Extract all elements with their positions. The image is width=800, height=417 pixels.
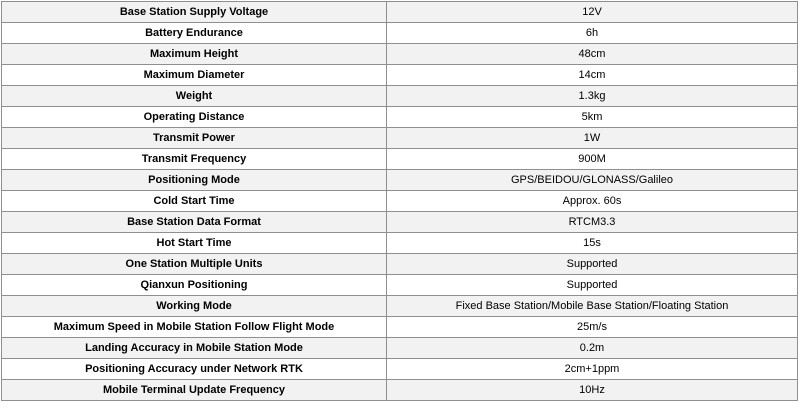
spec-label: Transmit Power [2, 128, 387, 149]
table-row [2, 44, 798, 65]
spec-label: Weight [2, 86, 387, 107]
table-row [2, 2, 798, 23]
spec-value: RTCM3.3 [387, 212, 798, 233]
spec-label: Qianxun Positioning [2, 275, 387, 296]
spec-label: Battery Endurance [2, 23, 387, 44]
table-row [2, 380, 798, 401]
table-row [2, 212, 798, 233]
spec-label: Base Station Data Format [2, 212, 387, 233]
table-row [2, 338, 798, 359]
spec-table [1, 1, 798, 401]
spec-value: 14cm [387, 65, 798, 86]
table-row [2, 128, 798, 149]
table-row [2, 170, 798, 191]
spec-label: Base Station Supply Voltage [2, 2, 387, 23]
table-row [2, 359, 798, 380]
spec-label: Maximum Height [2, 44, 387, 65]
spec-value: Fixed Base Station/Mobile Base Station/Floating Station [387, 296, 798, 317]
spec-table-body [2, 2, 798, 401]
spec-value: Approx. 60s [387, 191, 798, 212]
table-row [2, 23, 798, 44]
spec-value: 48cm [387, 44, 798, 65]
spec-label: Maximum Diameter [2, 65, 387, 86]
spec-value: 25m/s [387, 317, 798, 338]
table-row [2, 233, 798, 254]
spec-label: Hot Start Time [2, 233, 387, 254]
table-row [2, 317, 798, 338]
spec-label: Operating Distance [2, 107, 387, 128]
spec-value: 12V [387, 2, 798, 23]
spec-label: Transmit Frequency [2, 149, 387, 170]
spec-value: 15s [387, 233, 798, 254]
spec-label: Cold Start Time [2, 191, 387, 212]
spec-label: Working Mode [2, 296, 387, 317]
spec-label: Maximum Speed in Mobile Station Follow Flight Mode [2, 317, 387, 338]
spec-value: 1.3kg [387, 86, 798, 107]
table-row [2, 86, 798, 107]
spec-value: Supported [387, 254, 798, 275]
spec-value: 5km [387, 107, 798, 128]
table-row [2, 296, 798, 317]
spec-value: 1W [387, 128, 798, 149]
spec-label: Landing Accuracy in Mobile Station Mode [2, 338, 387, 359]
table-row [2, 107, 798, 128]
spec-label: Positioning Mode [2, 170, 387, 191]
spec-value: 900M [387, 149, 798, 170]
table-row [2, 149, 798, 170]
spec-value: GPS/BEIDOU/GLONASS/Galileo [387, 170, 798, 191]
table-row [2, 275, 798, 296]
spec-value: 6h [387, 23, 798, 44]
spec-label: Positioning Accuracy under Network RTK [2, 359, 387, 380]
spec-value: Supported [387, 275, 798, 296]
spec-value: 10Hz [387, 380, 798, 401]
spec-value: 2cm+1ppm [387, 359, 798, 380]
table-row [2, 191, 798, 212]
table-row [2, 65, 798, 86]
spec-label: One Station Multiple Units [2, 254, 387, 275]
table-row [2, 254, 798, 275]
spec-value: 0.2m [387, 338, 798, 359]
spec-label: Mobile Terminal Update Frequency [2, 380, 387, 401]
